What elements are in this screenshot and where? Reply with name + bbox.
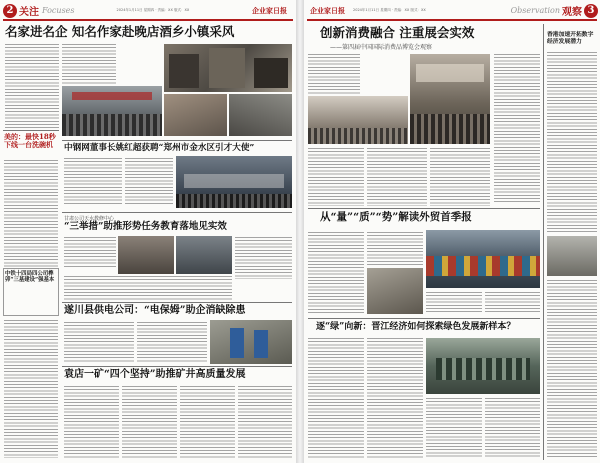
left-headline-1: 名家进名企 知名作家赴晚店酒乡小镇采风 — [5, 24, 235, 39]
section-rule — [62, 302, 292, 303]
left-headline-5: 袁店一矿“四个坚持”助推矿井高质量发展 — [64, 369, 246, 380]
article-text-block — [64, 322, 134, 362]
winery-photo-1 — [164, 44, 292, 92]
power-worker-photo — [210, 320, 292, 364]
right-headline-2: 从“量”“质”“势”解读外贸首季报 — [320, 211, 472, 223]
left-headline-3-kicker: 甘肃公司天水教修中心 — [64, 216, 115, 222]
article-text-block — [494, 54, 540, 204]
left-page-number: 2 — [3, 4, 17, 18]
left-headline-2: 中钢网董事长姚红超获聘“郑州市金水区引才大使” — [64, 143, 255, 153]
container-port-photo — [426, 230, 540, 288]
section-rule — [62, 366, 292, 367]
right-section-english: Observation — [510, 6, 560, 15]
article-text-block — [485, 398, 540, 458]
article-text-block — [367, 232, 423, 266]
article-text-block — [235, 237, 292, 279]
article-text-block — [64, 386, 119, 458]
expo-hall-photo-2 — [410, 54, 490, 144]
right-headline-1: 创新消费融合 注重展会实效 — [320, 25, 475, 40]
right-page-header — [306, 2, 598, 19]
article-text-block — [64, 276, 232, 300]
left-page-header — [3, 2, 295, 19]
section-rule — [62, 140, 292, 141]
sidebar-rule — [3, 130, 59, 131]
education-photo-2 — [176, 236, 232, 274]
left-headline-3: “三举措”助推形势任务教育落地见实效 — [64, 221, 227, 232]
right-header-rule — [307, 19, 597, 21]
article-text-block — [64, 237, 116, 267]
article-text-block — [4, 320, 58, 458]
article-text-block — [137, 322, 207, 362]
left-headline-4: 遂川县供电公司：“电保姆”助企消缺除患 — [64, 305, 246, 316]
article-text-block — [308, 232, 364, 314]
right-newspaper-page — [304, 0, 600, 463]
article-text-block — [64, 158, 122, 204]
right-masthead-logo: 企业家日报 — [310, 5, 345, 15]
section-rule — [62, 212, 292, 213]
left-section-english: Focuses — [42, 6, 75, 15]
article-text-block — [125, 158, 173, 204]
right-page-number: 3 — [584, 4, 598, 18]
article-text-block — [62, 44, 116, 84]
article-text-block — [308, 338, 364, 458]
article-text-block — [308, 148, 364, 206]
trade-photo — [367, 268, 423, 314]
page-fold-gutter — [296, 0, 304, 463]
award-ceremony-photo — [176, 156, 292, 208]
right-headline-3: 逐“绿”向新：晋江经济如何探索绿色发展新样本？ — [316, 322, 516, 332]
article-text-block — [5, 44, 59, 130]
section-rule — [308, 208, 540, 209]
left-masthead-logo: 企业家日报 — [252, 5, 287, 15]
left-sidebar-headline-1: 美的：最快18秒下线一台洗碗机 — [4, 132, 56, 150]
article-text-block — [547, 52, 597, 232]
left-dateline: 2024年1月11日 星期四 · 责编：XX 版式：XX — [116, 8, 190, 12]
article-text-block — [367, 148, 427, 206]
left-section-title: 关注 — [19, 7, 39, 18]
left-sidebar-headline-2: 中铁十四局四公司榫卯“三基建设”强基本 — [5, 271, 55, 284]
education-photo-1 — [118, 236, 174, 274]
left-newspaper-page — [0, 0, 296, 463]
article-text-block — [426, 398, 482, 458]
winery-photo-3 — [229, 94, 292, 136]
left-header-rule — [3, 19, 293, 21]
green-industry-photo — [426, 338, 540, 394]
article-text-block — [485, 292, 540, 314]
right-headline-1-subtitle: ——第四届中国国际消费品博览会观察 — [330, 44, 433, 51]
event-group-photo — [62, 86, 162, 136]
sidebar-photo — [547, 236, 597, 276]
article-text-block — [308, 54, 360, 94]
expo-hall-photo-1 — [308, 96, 408, 144]
article-text-block — [547, 280, 597, 458]
article-text-block — [430, 148, 490, 206]
sidebar-divider — [543, 24, 544, 460]
article-text-block — [367, 338, 423, 458]
article-text-block — [180, 386, 235, 458]
right-section-title: 观察 — [562, 7, 582, 18]
article-text-block — [4, 160, 58, 268]
article-text-block — [426, 292, 482, 314]
article-text-block — [122, 386, 177, 458]
winery-photo-2 — [164, 94, 227, 136]
article-text-block — [238, 386, 292, 458]
section-rule — [308, 318, 540, 319]
right-sidebar-headline-1: 香港加速开拓数字经济发展潜力 — [547, 32, 594, 45]
right-dateline: 2024年1月11日 星期四 · 责编：XX 版式：XX — [353, 8, 426, 12]
